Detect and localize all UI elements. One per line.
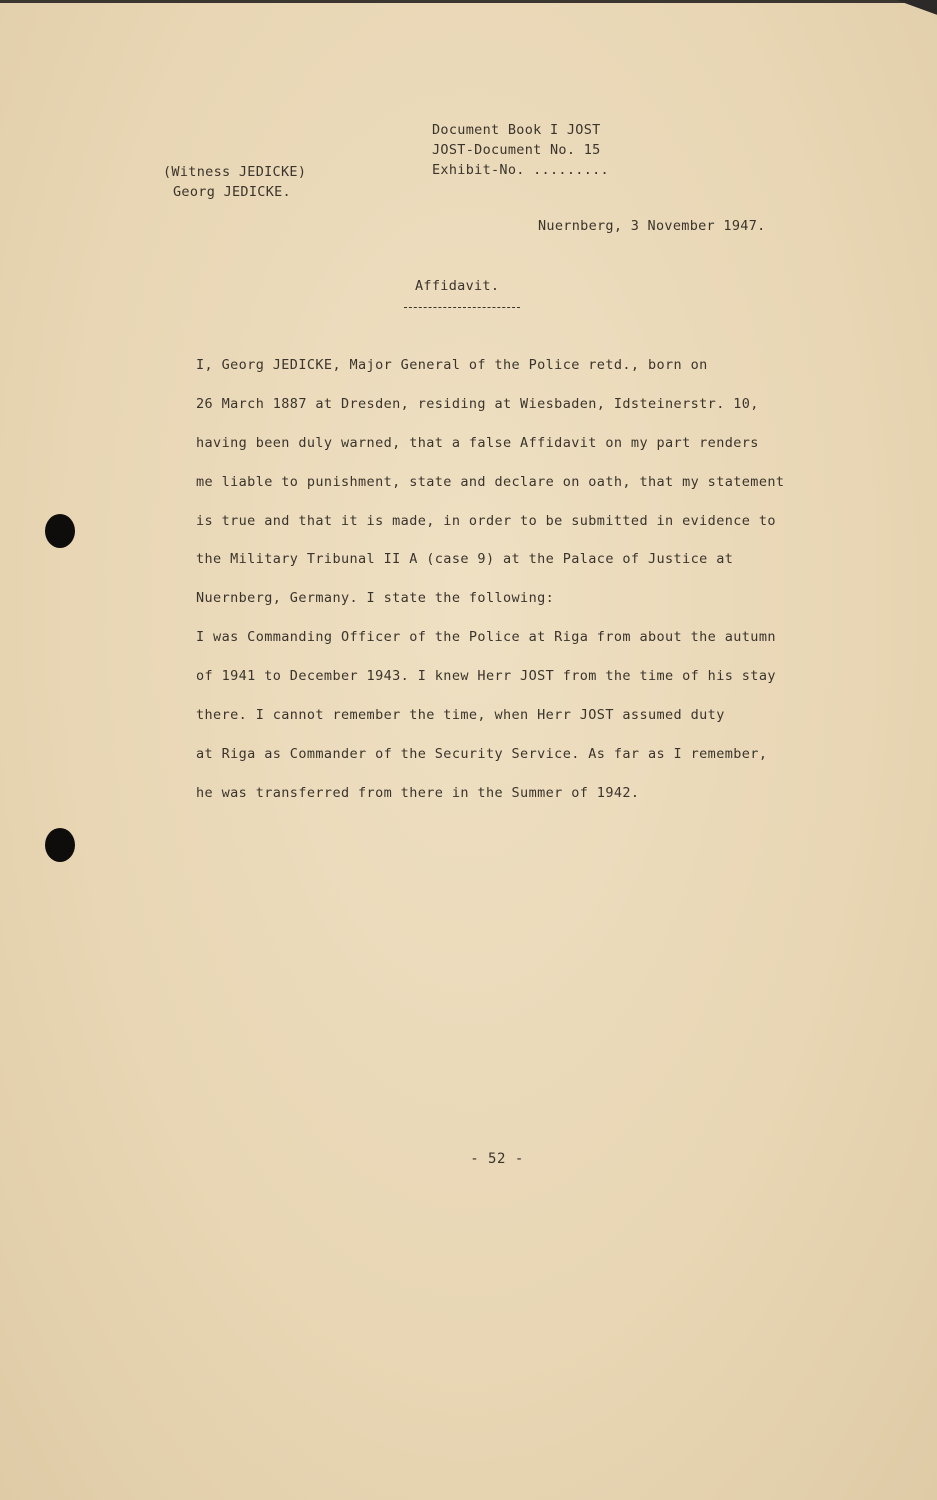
punch-hole-lower — [45, 828, 75, 862]
body-line: having been duly warned, that a false Affidavit on my part renders — [196, 434, 759, 451]
body-line: there. I cannot remember the time, when Herr JOST assumed duty — [196, 707, 725, 724]
punch-hole-upper — [45, 514, 75, 548]
affidavit-body — [196, 353, 886, 820]
body-line: me liable to punishment, state and declare on oath, that my statement — [196, 473, 785, 490]
body-line: the Military Tribunal II A (case 9) at the Palace of Justice at — [196, 551, 734, 568]
folded-corner — [897, 0, 937, 22]
title-underline — [404, 307, 520, 308]
document-number-line: JOST-Document No. 15 — [432, 142, 601, 158]
body-line: I was Commanding Officer of the Police at Riga from about the autumn — [196, 629, 776, 646]
body-line: Nuernberg, Germany. I state the following: — [196, 590, 555, 607]
document-reference — [432, 120, 609, 180]
document-title: Affidavit. — [415, 278, 500, 294]
top-edge — [0, 0, 937, 3]
body-line: he was transferred from there in the Summer of 1942. — [196, 784, 640, 801]
body-line: is true and that it is made, in order to be submitted in evidence to — [196, 512, 776, 529]
exhibit-number-line: Exhibit-No. ......... — [432, 162, 609, 178]
page-number: - 52 - — [470, 1151, 524, 1167]
witness-block — [163, 162, 306, 202]
body-line: at Riga as Commander of the Security Service. As far as I remember, — [196, 745, 768, 762]
witness-name: Georg JEDICKE. — [173, 184, 291, 200]
body-line: of 1941 to December 1943. I knew Herr JOST from the time of his stay — [196, 668, 776, 685]
document-book-line: Document Book I JOST — [432, 122, 601, 138]
body-line: I, Georg JEDICKE, Major General of the Police retd., born on — [196, 357, 708, 373]
place-and-date: Nuernberg, 3 November 1947. — [538, 218, 766, 234]
body-line: 26 March 1887 at Dresden, residing at Wiesbaden, Idsteinerstr. 10, — [196, 395, 759, 412]
witness-label: (Witness JEDICKE) — [163, 164, 307, 180]
